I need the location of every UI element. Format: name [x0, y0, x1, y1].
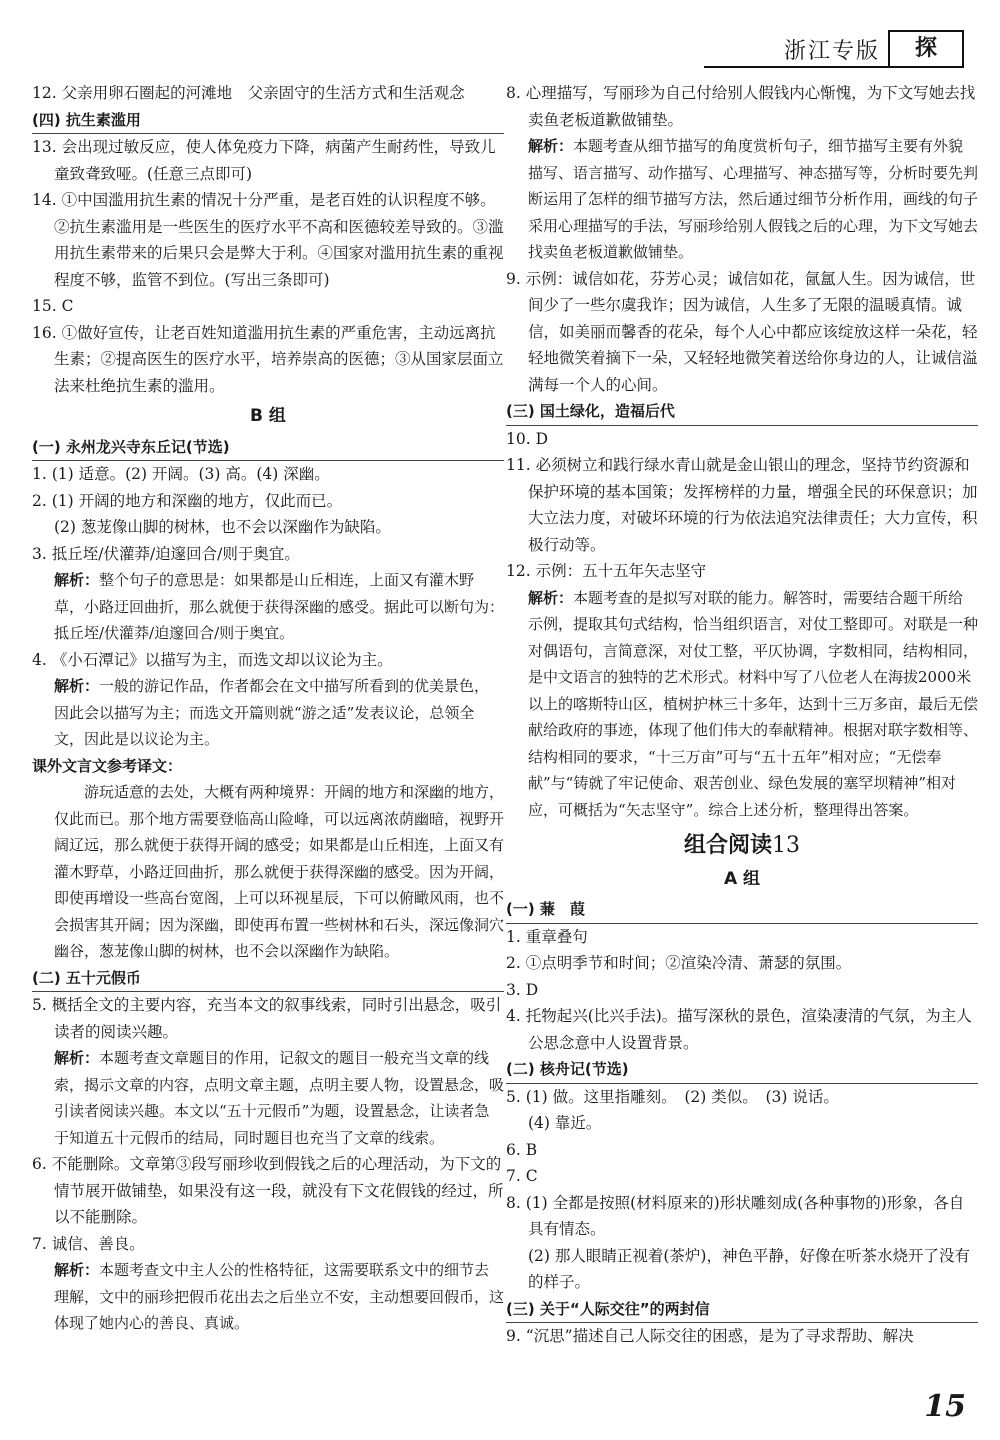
explanation-text: 本题考查的是拟写对联的能力。解答时，需要结合题干所给示例，提取其句式结构，恰当组织语言，对仗工整即可。对联是一种对偶语句，言简意深，对仗工整，平仄协调，字数相同，结构相同，是中文语言的独特的艺术形式。材料中写了八位老人在海拔2000米以上的喀斯特山区，植树护林三十多年，达到十三万多亩，最后无偿献给政府的事迹，体现了他们伟大的奉献精神。根据对联字数相等、结构相同的要求，“十三万亩”可与“五十五年”相对应；“无偿奉献”与“铸就了牢记使命、艰苦创业、绿色发展的塞罕坝精神”相对应，可概括为“矢志坚守”。综合上述分析，整理得出答案。	[528, 588, 979, 819]
section-heading-a3: (三) 关于“人际交往”的两封信	[506, 1296, 978, 1324]
right-column	[506, 80, 978, 1350]
group-a-title: A 组	[723, 868, 761, 889]
answer-b8: 8. 心理描写，写丽珍为自己付给别人假钱内心惭愧，为下文写她去找卖鱼老板道歉做铺垫。	[506, 84, 976, 129]
explanation-label: 解析：	[54, 677, 100, 695]
answer-a5a: 5. (1) 做。这里指雕刻。 (2) 类似。 (3) 说话。	[506, 1087, 839, 1106]
section-heading-a2: (二) 核舟记(节选)	[506, 1056, 978, 1084]
explanation-b8	[506, 133, 978, 266]
answer-14: 14. ①中国滥用抗生素的情况十分严重，是老百姓的认识程度不够。②抗生素滥用是一些医生的医疗水平不高和医德较差导致的。③滥用抗生素带来的后果只会是弊大于利。④国家对滥用抗生素的重视程度不够，监管不到位。(写出三条即可)	[32, 191, 504, 289]
unit-title	[506, 833, 978, 860]
explanation-text: 整个句子的意思是：如果都是山丘相连，上面又有灌木野草，小路迂回曲折，那么就便于获得深幽的感受。据此可以断句为：抵丘垤/伏灌莽/迫邃回合/则于奥宜。	[54, 571, 505, 642]
translation-text: 游玩适意的去处，大概有两种境界：开阔的地方和深幽的地方，仅此而已。那个地方需要登临高山险峰，可以远离浓荫幽暗，视野开阔辽远，那么就便于获得开阔的感受；如果都是山丘相连，上面又有灌木野草，小路迂回曲折，那么就便于获得深幽的感受。因为开阔，即使再增设一些高台宽阁，上可以环视星辰，下可以俯瞰风雨，也不会损害其开阔；因为深幽，即使再布置一些树林和石头，深远像洞穴幽谷，葱茏像山脚的树林，也不会以深幽作为缺陷。	[54, 783, 505, 960]
page-number: 15	[924, 1389, 966, 1424]
answer-b1: 1. (1) 适意。(2) 开阔。(3) 高。(4) 深幽。	[32, 465, 330, 483]
answer-a6: 6. B	[506, 1140, 538, 1159]
unit-title-number: 13	[772, 833, 800, 858]
answer-b7: 7. 诚信、善良。	[32, 1234, 145, 1253]
answer-b2b: (2) 葱茏像山脚的树林，也不会以深幽作为缺陷。	[54, 518, 391, 536]
answer-a8a: 8. (1) 全都是按照(材料原来的)形状雕刻成(各种事物的)形象，各自具有情态。	[506, 1193, 965, 1238]
edition-label: 浙江专版	[783, 39, 880, 64]
answer-a3: 3. D	[506, 980, 539, 999]
section-heading-b2: (二) 五十元假币	[32, 965, 504, 993]
answer-b9: 9. 示例：诚信如花，芬芳心灵；诚信如花，氤氲人生。因为诚信，世间少了一些尔虞我诈；因为诚信，人生多了无限的温暖真情。诚信，如美丽而馨香的花朵，每个人心中都应该绽放这样一朵花，轻轻地微笑着摘下一朵，又轻轻地微笑着送给你身边的人，让诚信溢满每一个人的心间。	[506, 269, 978, 394]
publisher-logo: 探	[888, 30, 964, 68]
answer-b2a: 2. (1) 开阔的地方和深幽的地方，仅此而已。	[32, 491, 343, 510]
answer-b5: 5. 概括全文的主要内容，充当本文的叙事线索，同时引出悬念，吸引读者的阅读兴趣。	[32, 996, 502, 1041]
explanation-b3	[32, 567, 504, 647]
page-header	[704, 30, 964, 70]
explanation-text: 一般的游记作品，作者都会在文中描写所看到的优美景色，因此会以描写为主；而选文开篇则就“游之适”发表议论，总领全文，因此是以议论为主。	[54, 677, 490, 748]
group-b-title: B 组	[250, 406, 286, 426]
answer-a1: 1. 重章叠句	[506, 927, 588, 946]
explanation-b5	[32, 1045, 504, 1151]
left-column	[32, 80, 504, 1337]
section-heading-b3: (三) 国土绿化，造福后代	[506, 398, 978, 426]
explanation-label: 解析：	[54, 1049, 100, 1067]
answer-b3: 3. 抵丘垤/伏灌莽/迫邃回合/则于奥宜。	[32, 544, 300, 563]
answer-b4: 4. 《小石潭记》以描写为主，而选文却以议论为主。	[32, 650, 393, 669]
answer-13: 13. 会出现过敏反应，使人体免疫力下降，病菌产生耐药性，导致儿童致聋致哑。(任意三点即可)	[32, 138, 496, 183]
explanation-label: 解析：	[54, 571, 100, 589]
header-rule	[704, 66, 964, 68]
explanation-text: 本题考查文中主人公的性格特征，这需要联系文中的细节去理解，文中的丽珍把假币花出去之后坐立不安，主动想要回假币，这体现了她内心的善良、真诚。	[54, 1261, 505, 1332]
answer-a9: 9. “沉思”描述自己人际交往的困惑，是为了寻求帮助、解决	[506, 1327, 914, 1345]
answer-a5b: (4) 靠近。	[528, 1114, 602, 1132]
answer-a4: 4. 托物起兴(比兴手法)。描写深秋的景色，渲染凄清的气氛，为主人公思念意中人设置背景。	[506, 1007, 972, 1052]
answer-b6: 6. 不能删除。文章第③段写丽珍收到假钱之后的心理活动，为下文的情节展开做铺垫，如果没有这一段，就没有下文花假钱的经过，所以不能删除。	[32, 1155, 504, 1226]
answer-b12: 12. 示例：五十五年矢志坚守	[506, 562, 707, 580]
explanation-text: 本题考查文章题目的作用，记叙文的题目一般充当文章的线索，揭示文章的内容，点明文章主题，点明主要人物，设置悬念，吸引读者阅读兴趣。本文以“五十元假币”为题，设置悬念，让读者急于知道五十元假币的结局，同时题目也充当了文章的线索。	[54, 1049, 505, 1147]
answer-16: 16. ①做好宣传，让老百姓知道滥用抗生素的严重危害，主动远离抗生素；②提高医生的医疗水平，培养崇高的医德；③从国家层面立法来杜绝抗生素的滥用。	[32, 323, 504, 395]
answer-b11: 11. 必须树立和践行绿水青山就是金山银山的理念，坚持节约资源和保护环境的基本国策；发挥榜样的力量，增强全民的环保意识；加大立法力度，对破坏环境的行为依法追究法律责任；大力宣传，积极行动等。	[506, 456, 978, 554]
explanation-label: 解析：	[54, 1261, 100, 1279]
answer-a2: 2. ①点明季节和时间；②渲染冷清、萧瑟的氛围。	[506, 954, 852, 972]
explanation-b4	[32, 673, 504, 753]
section-heading-4: (四) 抗生素滥用	[32, 107, 504, 135]
answer-a7: 7. C	[506, 1167, 538, 1185]
unit-title-text: 组合阅读	[683, 833, 772, 858]
explanation-b12	[506, 585, 978, 824]
section-heading-b1: (一) 永州龙兴寺东丘记(节选)	[32, 434, 504, 462]
section-heading-a1: (一) 蒹 葭	[506, 896, 978, 924]
answer-b10: 10. D	[506, 429, 549, 448]
answer-a8b: (2) 那人眼睛正视着(茶炉)，神色平静，好像在听茶水烧开了没有的样子。	[528, 1246, 970, 1291]
translation-label: 课外文言文参考译文：	[32, 756, 183, 775]
answer-12: 12. 父亲用卵石圈起的河滩地 父亲固守的生活方式和生活观念	[32, 84, 465, 102]
explanation-text: 本题考查从细节描写的角度赏析句子，细节描写主要有外貌描写、语言描写、动作描写、心理描写、神态描写等，分析时要先判断运用了怎样的细节描写方法，然后通过细节分析作用，画线的句子采用心理描写的手法，写丽珍给别人假钱之后的心理，为下文写她去找卖鱼老板道歉做铺垫。	[528, 137, 979, 261]
answer-15: 15. C	[32, 297, 74, 315]
explanation-label: 解析：	[528, 588, 574, 607]
explanation-label: 解析：	[528, 137, 574, 155]
explanation-b7	[32, 1257, 504, 1337]
